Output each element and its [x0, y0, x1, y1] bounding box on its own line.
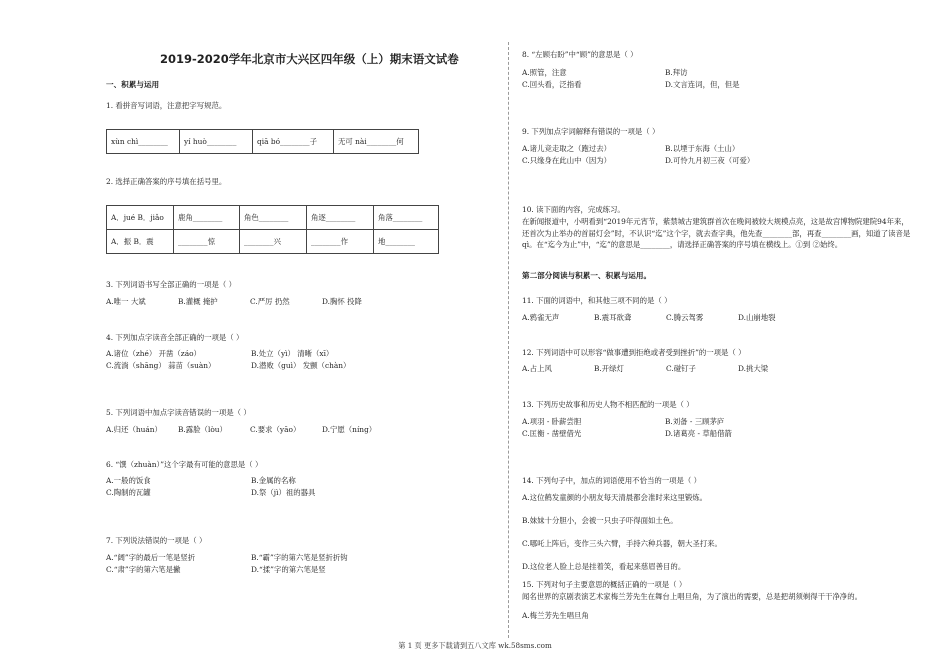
q2-cell: ________作	[307, 230, 374, 254]
q1-pinyin-table	[106, 129, 419, 154]
q7-stem: 7. 下列说法错误的一项是（ ）	[106, 536, 207, 545]
q14-option-a[interactable]: A.这位鹤发童颜的小朋友每天清晨都会准时来这里锻炼。	[522, 493, 708, 502]
q4-stem: 4. 下列加点字读音全部正确的一项是（ ）	[106, 333, 244, 342]
q6-option-d[interactable]: D.祭（jì）祖的器具	[251, 488, 316, 497]
q3-stem: 3. 下列词语书写全部正确的一项是（ ）	[106, 280, 237, 289]
q2-cell: ________惊	[174, 230, 240, 254]
q6-option-b[interactable]: B.金属的名称	[251, 476, 296, 485]
q9-option-d[interactable]: D.可怜九月初三夜（可爱）	[665, 156, 755, 165]
q11-option-a[interactable]: A.鸦雀无声	[522, 313, 560, 322]
q2-table	[106, 205, 439, 254]
q5-option-a[interactable]: A.归还（huán）	[106, 425, 162, 434]
q11-option-d[interactable]: D.山崩地裂	[738, 313, 776, 322]
column-divider	[508, 42, 509, 638]
q10-passage: 在新闻报道中，小明看到“2019年元宵节，紫禁城古建筑群首次在晚间被较大规模点亮，这是故宫博物院建院94年来，还首次为止举办的首届灯会”时，不认识“迄”这个字，就去查字典，他先查________部，再查________画，知道了读音是qì。在“迄今为止”中，“迄”的意思是________，请选择正确答案的序号填在横线上。①到 ②始终。	[522, 217, 911, 249]
q2-cell: 鹿角________	[174, 206, 240, 230]
q3-option-a[interactable]: A.唯一 大斌	[106, 297, 146, 306]
q1-cell: yí huò________	[180, 130, 253, 154]
section-heading-2: 第二部分阅读与积累一、积累与运用。	[522, 271, 652, 280]
q9-option-b[interactable]: B.以堙于东海（土山）	[665, 144, 740, 153]
q1-cell: xùn chì________	[107, 130, 180, 154]
q13-stem: 13. 下列历史故事和历史人物不相匹配的一项是（ ）	[522, 400, 694, 409]
q2-cell: 角逐________	[307, 206, 374, 230]
exam-title: 2019-2020学年北京市大兴区四年级（上）期末语文试卷	[160, 52, 459, 66]
q13-option-b[interactable]: B.刘备 - 三顾茅庐	[665, 417, 725, 426]
q7-option-d[interactable]: D.“揉”字的第六笔是竖	[251, 565, 326, 574]
q14-option-d[interactable]: D.这位老人脸上总是挂着笑，看起来慈眉善目的。	[522, 562, 686, 571]
q2-cell: A．振 B．震	[107, 230, 174, 254]
q13-option-a[interactable]: A.项羽 - 卧薪尝胆	[522, 417, 582, 426]
q11-stem: 11. 下面的词语中，和其他三项不同的是（ ）	[522, 296, 672, 305]
q9-stem: 9. 下列加点字词解释有错误的一项是（ ）	[522, 127, 660, 136]
q1-cell: 无可 nài________何	[334, 130, 419, 154]
q9-option-a[interactable]: A.诸儿竞走取之（跑过去）	[522, 144, 611, 153]
q4-option-c[interactable]: C.流淌（shāng） 蒜苗（suàn）	[106, 361, 216, 370]
q5-option-d[interactable]: D.宁愿（níng）	[322, 425, 377, 434]
q3-option-d[interactable]: D.胸怀 投降	[322, 297, 362, 306]
q6-stem: 6. “馔（zhuàn）”这个字最有可能的意思是（ ）	[106, 460, 263, 469]
q2-cell: 地________	[374, 230, 439, 254]
q15-passage: 闻名世界的京剧表演艺术家梅兰芳先生在舞台上唱旦角，为了演出的需要，总是把胡须剃得干干净净的。	[522, 592, 862, 601]
q10-stem: 10. 读下面的内容，完成练习。	[522, 205, 625, 214]
q4-option-b[interactable]: B.处立（yì） 清晰（xī）	[251, 349, 334, 358]
page-footer: 第 1 页 更多下载请到五八文库 wk.58sms.com	[398, 641, 552, 650]
q14-option-b[interactable]: B.妹妹十分胆小，会被一只虫子吓得面如土色。	[522, 516, 678, 525]
q1-cell: qiā bó________子	[253, 130, 334, 154]
q12-option-b[interactable]: B.开绿灯	[594, 364, 624, 373]
q7-option-a[interactable]: A.“阔”字的最后一笔是竖折	[106, 553, 196, 562]
q4-option-a[interactable]: A.诸位（zhé） 开凿（záo）	[106, 349, 201, 358]
q5-option-c[interactable]: C.要求（yāo）	[250, 425, 301, 434]
q13-option-d[interactable]: D.诸葛亮 - 草船借箭	[665, 429, 732, 438]
q7-option-b[interactable]: B.“霸”字的第六笔是竖折折钩	[251, 553, 348, 562]
q5-option-b[interactable]: B.露脸（lòu）	[178, 425, 227, 434]
q3-option-b[interactable]: B.灌概 掩护	[178, 297, 218, 306]
q2-cell: A．jué B．jiǎo	[107, 206, 174, 230]
q5-stem: 5. 下列词语中加点字读音错误的一项是（ ）	[106, 408, 251, 417]
q8-option-a[interactable]: A.照管，注意	[522, 68, 567, 77]
q14-option-c[interactable]: C.哪吒上阵后，变作三头六臂，手持六种兵器，朝大圣打来。	[522, 539, 722, 548]
q7-option-c[interactable]: C.“肃”字的第六笔是撇	[106, 565, 181, 574]
q14-stem: 14. 下列句子中，加点的词语使用不恰当的一项是（ ）	[522, 476, 702, 485]
section-heading-1: 一、积累与运用	[106, 80, 160, 89]
q12-stem: 12. 下列词语中可以形容“做事遭到拒绝或者受到挫折”的一项是（ ）	[522, 348, 746, 357]
q4-option-d[interactable]: D.潜败（guì） 发颤（chàn）	[251, 361, 351, 370]
q6-option-c[interactable]: C.陶制的瓦罐	[106, 488, 151, 497]
q11-option-b[interactable]: B.震耳欲聋	[594, 313, 632, 322]
q11-option-c[interactable]: C.腾云驾雾	[666, 313, 704, 322]
q12-option-c[interactable]: C.碰钉子	[666, 364, 696, 373]
q9-option-c[interactable]: C.只缘身在此山中（因为）	[522, 156, 612, 165]
q2-cell: 角落________	[374, 206, 439, 230]
q2-cell: ________兴	[240, 230, 307, 254]
q2-cell: 角色________	[240, 206, 307, 230]
q15-option-a[interactable]: A.梅兰芳先生唱旦角	[522, 611, 589, 620]
q8-stem: 8. “左顾右盼”中“顾”的意思是（ ）	[522, 50, 638, 59]
q2-stem: 2. 选择正确答案的序号填在括号里。	[106, 177, 227, 186]
q8-option-c[interactable]: C.回头看，泛指看	[522, 80, 582, 89]
q8-option-d[interactable]: D.文言连词，但，但是	[665, 80, 740, 89]
q15-stem: 15. 下列对句子主要意思的概括正确的一项是（ ）	[522, 580, 687, 589]
q6-option-a[interactable]: A.一般的饭食	[106, 476, 151, 485]
q1-stem: 1. 看拼音写词语，注意把字写规范。	[106, 101, 227, 110]
q13-option-c[interactable]: C.匡衡 - 凿壁借光	[522, 429, 582, 438]
q12-option-a[interactable]: A.占上风	[522, 364, 552, 373]
q8-option-b[interactable]: B.拜访	[665, 68, 688, 77]
q3-option-c[interactable]: C.严厉 扔然	[250, 297, 290, 306]
q12-option-d[interactable]: D.挑大梁	[738, 364, 769, 373]
